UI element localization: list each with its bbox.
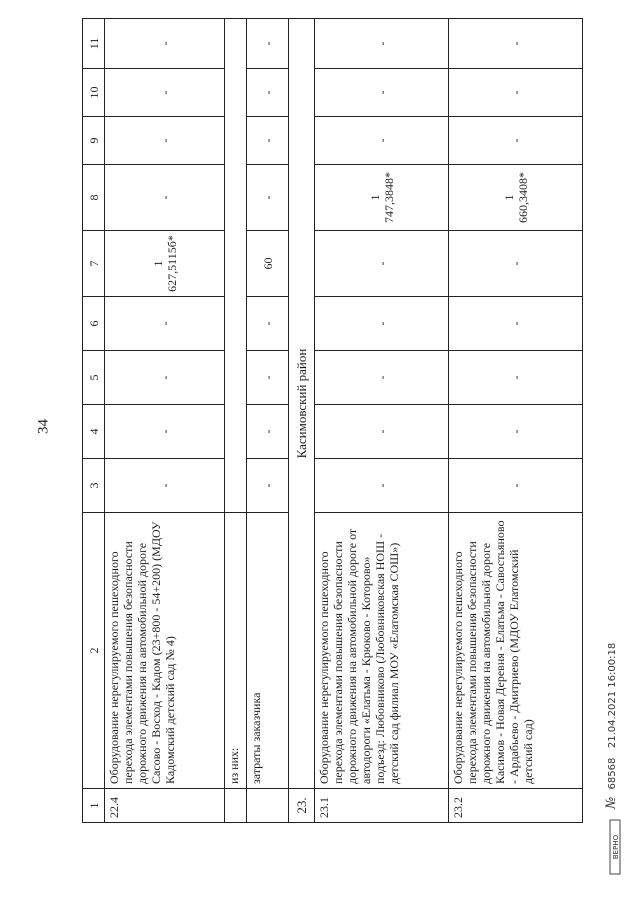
row-description: Оборудование нерегулируемого пешеходного перехода элементами повышения безопасности дорожного движения на автомобильной дороге Касимов - Новая Деревня - Елатьма - Савостьяново - Ардабьево - Дмитриево (МДОУ Елатомский детский сад) <box>449 513 583 789</box>
value-cell: - <box>315 69 449 117</box>
value-cell: - <box>315 117 449 165</box>
value-cell: 1 747,3848* <box>315 165 449 231</box>
header-cell: 7 <box>83 231 105 297</box>
row-number: 22.4 <box>105 789 225 823</box>
row-number: 23. <box>289 789 315 823</box>
value-cell: - <box>449 459 583 513</box>
table-row-district <box>289 19 315 823</box>
value-cell: - <box>105 405 225 459</box>
header-cell: 3 <box>83 459 105 513</box>
table-row-iz-nikh <box>225 19 247 823</box>
value-cell: 1 627,5115б* <box>105 231 225 297</box>
row-label: из них: <box>225 513 247 789</box>
table-row-23-2 <box>449 19 583 823</box>
value-cell: - <box>247 165 289 231</box>
header-cell: 8 <box>83 165 105 231</box>
value-cell: - <box>247 297 289 351</box>
stamp-mark <box>604 819 626 875</box>
value-cell: - <box>449 405 583 459</box>
header-cell: 11 <box>83 19 105 69</box>
value-cell: - <box>105 117 225 165</box>
document-datetime: 21.04.2021 16:00:18 <box>607 642 618 749</box>
value-cell: - <box>315 351 449 405</box>
value-cell: 60 <box>247 231 289 297</box>
value-cell: - <box>105 19 225 69</box>
header-cell: 6 <box>83 297 105 351</box>
page-number: 34 <box>35 419 52 434</box>
value-cell: - <box>105 165 225 231</box>
value-cell: - <box>105 351 225 405</box>
document-footer <box>604 643 619 809</box>
value-cell: - <box>449 117 583 165</box>
value-cell: - <box>247 459 289 513</box>
rotated-document-sheet <box>32 0 640 905</box>
header-cell: 10 <box>83 69 105 117</box>
row-number: 23.1 <box>315 789 449 823</box>
header-cell: 9 <box>83 117 105 165</box>
table-row-23-1 <box>315 19 449 823</box>
table-row-zatraty <box>247 19 289 823</box>
district-name: Касимовский район <box>289 19 315 789</box>
header-cell: 4 <box>83 405 105 459</box>
value-cell: - <box>315 19 449 69</box>
value-cell: 1 660,3408* <box>449 165 583 231</box>
header-cell: 2 <box>83 513 105 789</box>
document-id: 68568 <box>607 757 618 790</box>
value-cell: - <box>247 69 289 117</box>
row-description: Оборудование нерегулируемого пешеходного перехода элементами повышения безопасности дорожного движения на автомобильной дороге Сасово - Восход - Кадом (23+800 - 54+200) (МДОУ Кадомский детский сад № 4) <box>105 513 225 789</box>
value-cell: - <box>315 231 449 297</box>
value-cell: - <box>247 405 289 459</box>
value-cell: - <box>449 351 583 405</box>
funding-table <box>82 18 583 823</box>
value-cell: - <box>315 405 449 459</box>
value-cell: - <box>247 19 289 69</box>
header-cell: 5 <box>83 351 105 405</box>
value-cell: - <box>449 231 583 297</box>
signature-mark: № <box>604 796 619 809</box>
row-number: 23.2 <box>449 789 583 823</box>
row-label: затраты заказчика <box>247 513 289 789</box>
value-cell: - <box>449 69 583 117</box>
row-description: Оборудование нерегулируемого пешеходного перехода элементами повышения безопасности дорожного движения на автомобильной дороге от автодороги «Елатьма - Крюково - Которово» подъезд: Любовниково (Любовниковская НОШ - детский сад филиал МОУ «Елатомская СОШ») <box>315 513 449 789</box>
value-cell: - <box>449 297 583 351</box>
value-cell: - <box>247 117 289 165</box>
value-cell: - <box>315 297 449 351</box>
value-cell: - <box>247 351 289 405</box>
value-cell: - <box>449 19 583 69</box>
value-cell: - <box>105 459 225 513</box>
header-cell: 1 <box>83 789 105 823</box>
value-cell: - <box>105 69 225 117</box>
value-cell: - <box>315 459 449 513</box>
stamp-text: ВЕРНО <box>612 834 620 860</box>
table-row-22-4 <box>105 19 225 823</box>
table-header-row <box>83 19 105 823</box>
value-cell: - <box>105 297 225 351</box>
